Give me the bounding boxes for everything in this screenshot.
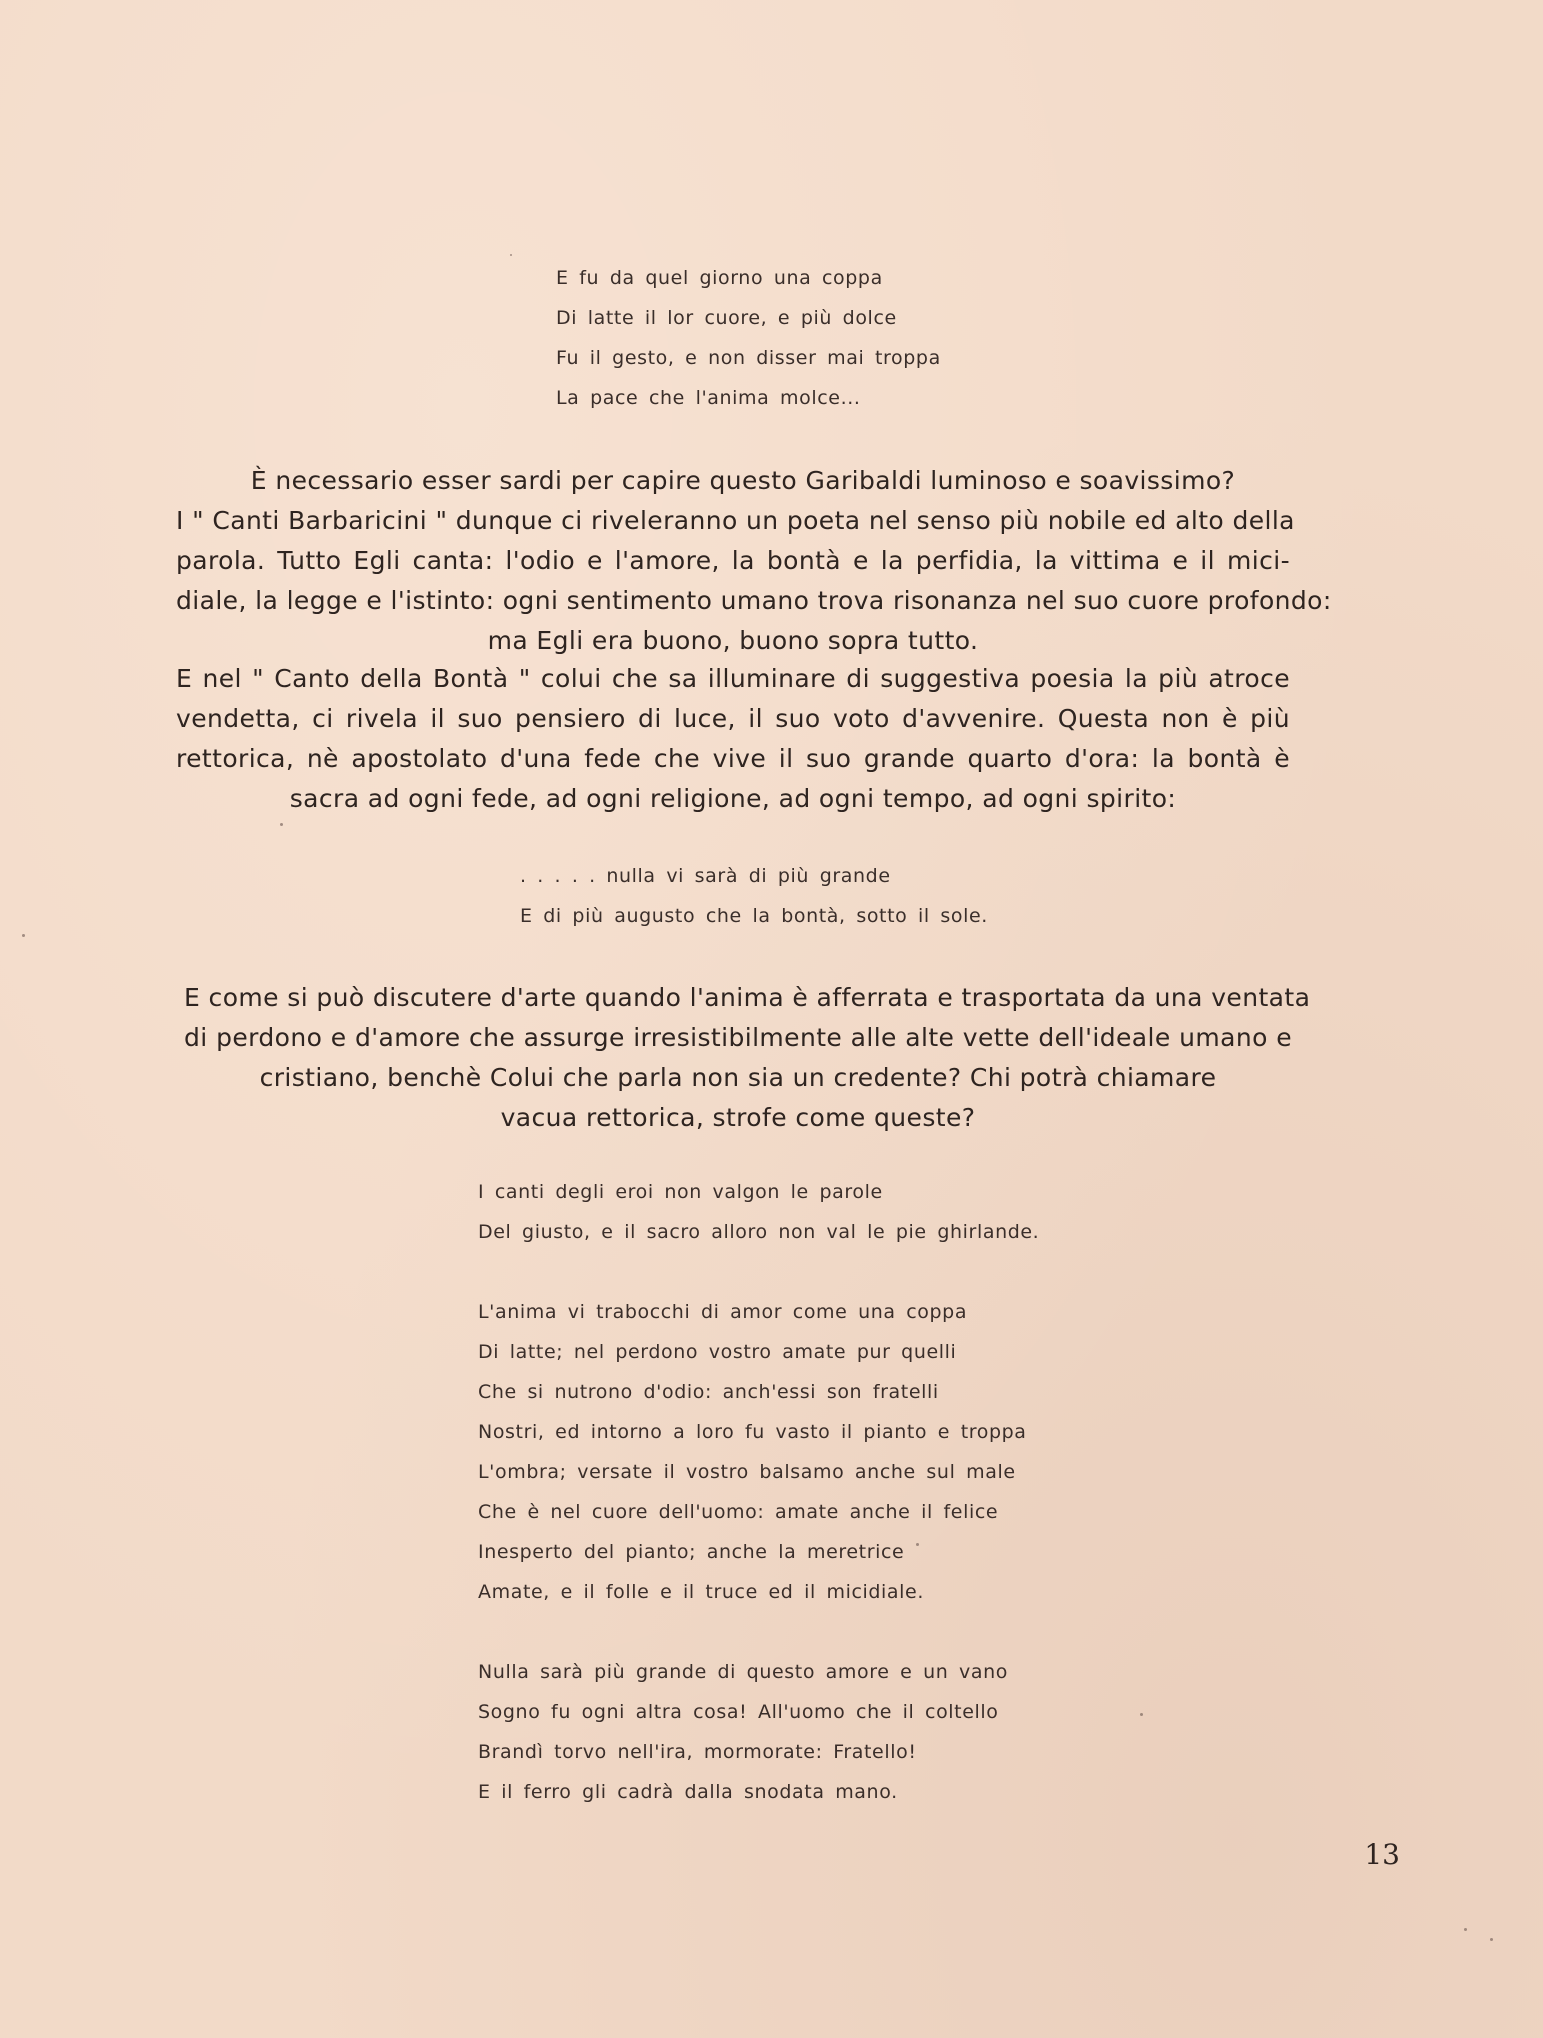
verse-line: L'anima vi trabocchi di amor come una coppa <box>478 1301 968 1323</box>
verse-line: Che è nel cuore dell'uomo: amate anche il felice <box>478 1501 999 1523</box>
paragraph-2 <box>176 659 1290 819</box>
verse-line: Nostri, ed intorno a loro fu vasto il pianto e troppa <box>478 1421 1027 1443</box>
verse-line: E il ferro gli cadrà dalla snodata mano. <box>478 1781 898 1803</box>
paper-speck <box>22 934 25 937</box>
paper-speck <box>916 1543 919 1546</box>
prose-line: di perdono e d'amore che assurge irresistibilmente alle alte vette dell'ideale umano e <box>184 1023 1292 1052</box>
paper-speck <box>1464 1928 1467 1931</box>
page-number: 13 <box>1364 1838 1400 1871</box>
verse-line: L'ombra; versate il vostro balsamo anche sul male <box>478 1461 1016 1483</box>
verse-line: Di latte; nel perdono vostro amate pur quelli <box>478 1341 957 1363</box>
paper-speck <box>1490 1938 1493 1941</box>
verse-3 <box>478 1172 1039 1812</box>
paper-speck <box>280 823 283 826</box>
verse-line: Sogno fu ogni altra cosa! All'uomo che il coltello <box>478 1701 999 1723</box>
verse-line: Del giusto, e il sacro alloro non val le pie ghirlande. <box>478 1221 1040 1243</box>
verse-line: Inesperto del pianto; anche la meretrice <box>478 1541 905 1563</box>
verse-line: I canti degli eroi non valgon le parole <box>478 1181 883 1203</box>
stanza-gap <box>478 1252 1039 1292</box>
paper-speck <box>1140 1713 1143 1716</box>
paragraph-1 <box>176 461 1332 661</box>
prose-line: ma Egli era buono, buono sopra tutto. <box>487 626 979 655</box>
verse-line: E fu da quel giorno una coppa <box>556 267 883 289</box>
prose-line: diale, la legge e l'istinto: ogni sentimento umano trova risonanza nel suo cuore profondo: <box>176 586 1332 615</box>
prose-line: E come si può discutere d'arte quando l'anima è afferrata e trasportata da una ventata <box>184 983 1311 1012</box>
prose-line: E nel " Canto della Bontà " colui che sa illuminare di suggestiva poesia la più atroce <box>176 664 1290 693</box>
stanza-gap <box>478 1612 1039 1652</box>
verse-line: E di più augusto che la bontà, sotto il sole. <box>520 905 988 927</box>
verse-1 <box>556 258 941 418</box>
verse-line: La pace che l'anima molce... <box>556 387 861 409</box>
verse-line: Che si nutrono d'odio: anch'essi son fratelli <box>478 1381 939 1403</box>
verse-line: Brandì torvo nell'ira, mormorate: Fratello! <box>478 1741 917 1763</box>
prose-line: I " Canti Barbaricini " dunque ci riveleranno un poeta nel senso più nobile ed alto della <box>176 506 1295 535</box>
prose-line: vacua rettorica, strofe come queste? <box>500 1103 976 1132</box>
verse-line: Di latte il lor cuore, e più dolce <box>556 307 897 329</box>
verse-line: Fu il gesto, e non disser mai troppa <box>556 347 941 369</box>
verse-2 <box>520 856 988 936</box>
verse-line: Amate, e il folle e il truce ed il micidiale. <box>478 1581 924 1603</box>
prose-line: vendetta, ci rivela il suo pensiero di luce, il suo voto d'avvenire. Questa non è più <box>176 704 1290 733</box>
paper-speck <box>510 254 512 256</box>
paragraph-3 <box>184 978 1311 1138</box>
prose-line: rettorica, nè apostolato d'una fede che vive il suo grande quarto d'ora: la bontà è <box>176 744 1290 773</box>
verse-line: Nulla sarà più grande di questo amore e un vano <box>478 1661 1008 1683</box>
prose-line: È necessario esser sardi per capire questo Garibaldi luminoso e soavissimo? <box>250 466 1236 495</box>
prose-line: sacra ad ogni fede, ad ogni religione, ad ogni tempo, ad ogni spirito: <box>289 784 1177 813</box>
prose-line: cristiano, benchè Colui che parla non sia un credente? Chi potrà chiamare <box>259 1063 1217 1092</box>
prose-line: parola. Tutto Egli canta: l'odio e l'amore, la bontà e la perfidia, la vittima e il mici- <box>176 546 1290 575</box>
verse-line: . . . . . nulla vi sarà di più grande <box>520 865 891 887</box>
